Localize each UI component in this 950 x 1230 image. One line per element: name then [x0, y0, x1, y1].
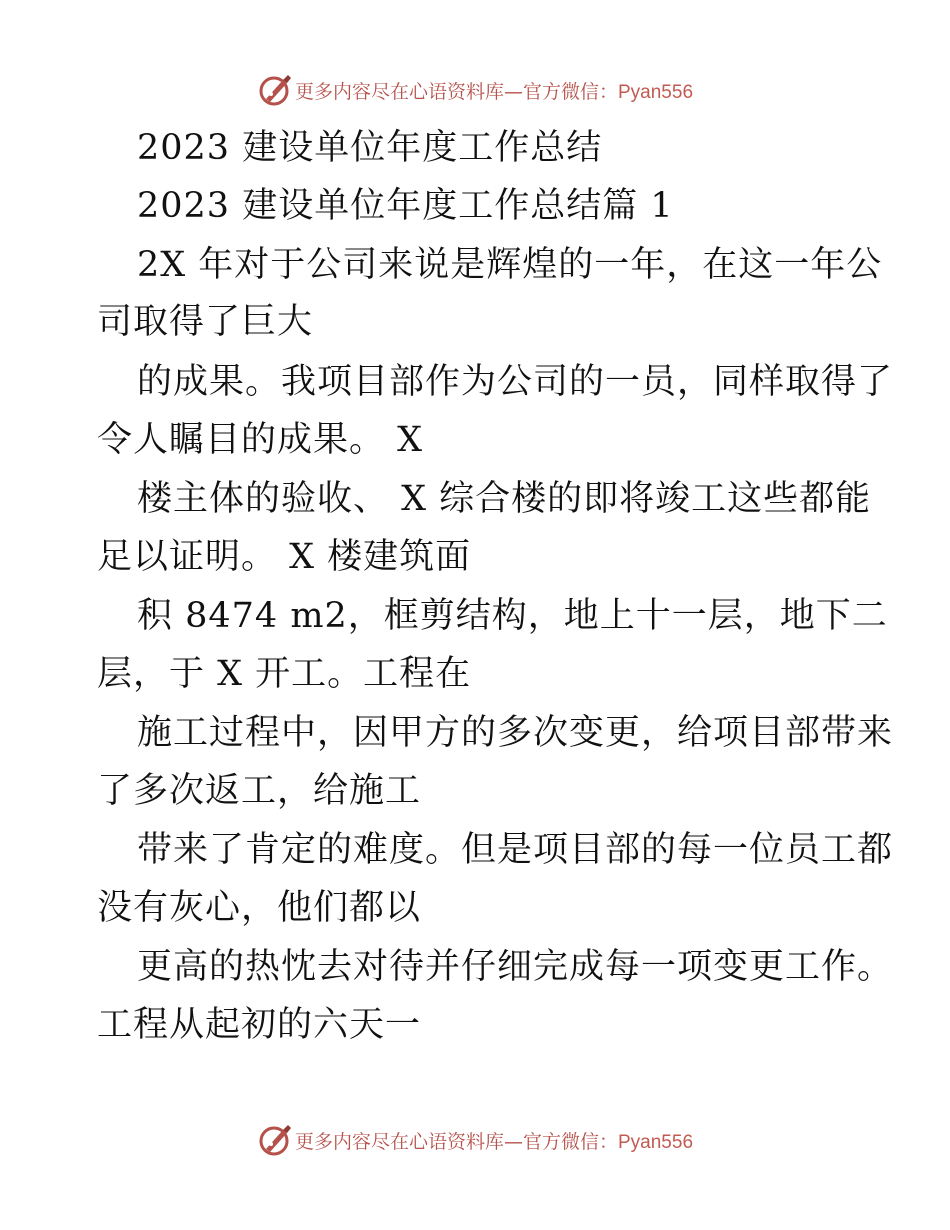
- paragraph-line: 了多次返工，给施工: [97, 771, 422, 811]
- document-title: 2023 建设单位年度工作总结: [137, 128, 603, 168]
- paragraph-line: 楼主体的验收、 X 综合楼的即将竣工这些都能: [137, 479, 872, 519]
- header-banner-id: Pyan556: [618, 81, 694, 103]
- paragraph-line: 令人瞩目的成果。 X: [97, 420, 424, 460]
- paragraph-line: 的成果。我项目部作为公司的一员，同样取得了: [137, 362, 894, 402]
- pen-logo-icon: [257, 72, 293, 108]
- paragraph-line: 司取得了巨大: [97, 302, 314, 342]
- paragraph-line: 2X 年对于公司来说是辉煌的一年，在这一年公: [137, 245, 883, 285]
- header-banner-cn: 更多内容尽在心语资料库—官方微信：: [294, 80, 618, 103]
- paragraph-line: 工程从起初的六天一: [97, 1005, 422, 1045]
- paragraph-line: 层，于 X 开工。工程在: [97, 654, 472, 694]
- paragraph-line: 施工过程中，因甲方的多次变更，给项目部带来: [137, 713, 894, 753]
- footer-banner: [0, 1120, 950, 1160]
- paragraph-line: 更高的热忱去对待并仔细完成每一项变更工作。: [137, 947, 894, 987]
- pen-logo-icon: [257, 1122, 293, 1158]
- paragraph-line: 带来了肯定的难度。但是项目部的每一位员工都: [137, 830, 894, 870]
- footer-banner-text: [295, 1127, 693, 1154]
- header-banner-text: [295, 77, 693, 104]
- paragraph-line: 积 8474 m2，框剪结构，地上十一层，地下二: [137, 596, 888, 636]
- paragraph-line: 没有灰心，他们都以: [97, 888, 422, 928]
- document-subtitle: 2023 建设单位年度工作总结篇 1: [137, 186, 674, 226]
- paragraph-line: 足以证明。 X 楼建筑面: [97, 537, 472, 577]
- header-banner: [0, 70, 950, 110]
- footer-banner-id: Pyan556: [618, 1131, 694, 1153]
- footer-banner-cn: 更多内容尽在心语资料库—官方微信：: [294, 1130, 618, 1153]
